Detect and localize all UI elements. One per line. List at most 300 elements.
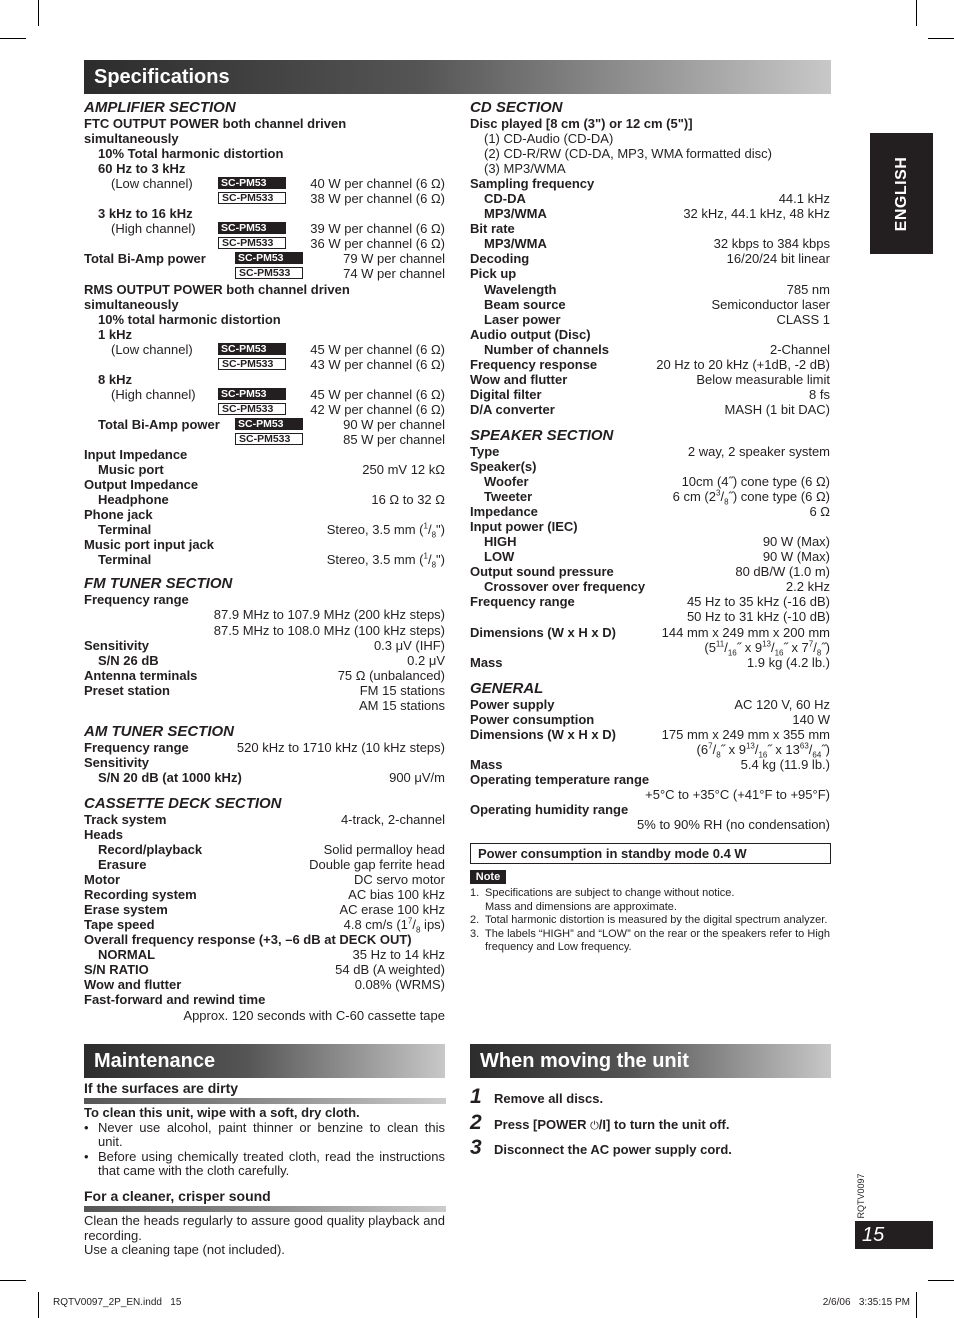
spec-value: 785 nm [786, 281, 830, 297]
spec-value: 6 cm $(2^3/_8˝)$ cone type (6 Ω) [672, 488, 830, 507]
fraction-denominator: 8 [816, 648, 822, 658]
spec-value: 4-track, 2-channel [340, 811, 445, 827]
spec-value: 520 kHz to 1710 kHz (10 kHz steps) [236, 739, 445, 755]
spec-value: AC erase 100 kHz [339, 902, 445, 918]
spec-row [470, 191, 830, 206]
fraction-numerator: 7 [407, 916, 413, 926]
maintenance-text [84, 1106, 445, 1179]
spec-value: 85 W per channel [343, 431, 445, 447]
fraction-numerator: 13 [762, 639, 771, 649]
fraction-numerator: 13 [745, 741, 755, 751]
specifications-banner [84, 60, 831, 94]
spec-label: (High channel) [111, 221, 196, 237]
spec-value: 39 W per channel (6 Ω) [310, 221, 445, 237]
spec-value: 4.8 cm/s ($1^7/_8$ ips) [343, 916, 445, 935]
spec-row [470, 327, 830, 342]
note-text: The labels “HIGH” and “LOW” on the rear or the speakers refer to High frequency and Low frequency. [485, 927, 830, 953]
note-label: Note [475, 871, 501, 883]
spec-row [84, 812, 445, 827]
bullet-item: • Never use alcohol, paint thinner or benzine to clean this unit. [84, 1121, 445, 1150]
spec-label: simultaneously [84, 131, 179, 147]
spec-value: 2-Channel [770, 341, 830, 357]
fraction-numerator: 1 [423, 521, 428, 531]
spec-row [84, 932, 445, 947]
spec-row [84, 623, 445, 638]
spec-label: FTC OUTPUT POWER both channel driven [84, 116, 347, 131]
spec-label: Record/playback [98, 842, 203, 858]
fm-section-title: FM TUNER SECTION [84, 575, 233, 593]
spec-row [84, 282, 445, 297]
spec-value: AM 15 stations [359, 697, 445, 713]
document-code: RQTV0097 [856, 1173, 866, 1219]
spec-value: +5°C to +35°C (+41°F to +95°F) [645, 786, 830, 802]
spec-row [84, 698, 445, 713]
spec-row [84, 266, 445, 281]
spec-row [470, 116, 830, 131]
spec-row [470, 609, 830, 624]
spec-label: LOW [484, 549, 515, 565]
spec-row [84, 447, 445, 462]
speaker-section-title: SPEAKER SECTION [470, 426, 614, 444]
spec-label: MP3/WMA [484, 206, 547, 222]
value-text: ˝) [821, 639, 830, 655]
spec-row [84, 251, 445, 266]
note-badge [470, 870, 506, 884]
spec-label: (1) CD-Audio (CD-DA) [484, 131, 614, 147]
spec-label: Tape speed [84, 917, 155, 933]
spec-value: DC servo motor [353, 872, 445, 888]
spec-label: 1 kHz [98, 326, 132, 342]
step-number: 3 [470, 1136, 482, 1159]
spec-label: S/N 20 dB (at 1000 kHz) [98, 769, 242, 785]
spec-row [470, 266, 830, 281]
spec-row [84, 872, 445, 887]
step-text: Disconnect the AC power supply cord. [494, 1142, 732, 1157]
spec-value: 10cm (4˝) cone type (6 Ω) [681, 474, 830, 490]
bullet-item: • Before using chemically treated cloth, read the instructions that came with the cloth carefully. [84, 1150, 445, 1179]
fraction-denominator: 8 [415, 925, 421, 935]
spec-row [84, 1008, 445, 1023]
spec-row [470, 727, 830, 742]
spec-label: Headphone [98, 492, 169, 508]
spec-value: FM 15 stations [359, 682, 445, 698]
spec-value: Approx. 120 seconds with C-60 cassette tape [183, 1007, 445, 1023]
spec-label: 10% total harmonic distortion [98, 311, 281, 327]
spec-label: Crossover over frequency [484, 579, 646, 595]
model-tag-sc-pm533: SC-PM533 [218, 237, 286, 249]
spec-label: (Low channel) [111, 341, 193, 357]
spec-row [84, 206, 445, 221]
spec-value: 0.08% (WRMS) [354, 977, 445, 993]
spec-row [84, 977, 445, 992]
spec-value: 20 Hz to 20 kHz (+1dB, -2 dB) [656, 356, 830, 372]
spec-label: Frequency range [84, 739, 189, 755]
spec-value: 45 W per channel (6 Ω) [310, 386, 445, 402]
spec-label: Beam source [484, 296, 566, 312]
spec-row [84, 161, 445, 176]
cleaner-sound-text [84, 1214, 445, 1258]
model-tag-sc-pm533: SC-PM533 [235, 433, 303, 445]
page-number: 15 [862, 1224, 885, 1246]
general-section-title: GENERAL [470, 679, 544, 697]
spec-row [84, 916, 445, 935]
spec-row [84, 327, 445, 342]
spec-row [84, 992, 445, 1007]
spec-value: 42 W per channel (6 Ω) [310, 401, 445, 417]
crop-mark [928, 1280, 954, 1281]
spec-label: 8 kHz [98, 371, 132, 387]
paragraph: Clean the heads regularly to assure good quality playback and recording. [84, 1213, 445, 1243]
spec-label: Frequency response [470, 356, 598, 372]
note-number: 3. [470, 927, 480, 940]
spec-row [84, 387, 445, 402]
spec-row [470, 594, 830, 609]
spec-row [84, 402, 445, 417]
spec-value: 90 W (Max) [762, 534, 830, 550]
spec-value: ($6^7/_8˝$ x $9^{13}/_{16}˝$ x $13^{63}/_{64}˝$) [696, 741, 830, 760]
crop-mark [916, 0, 917, 26]
spec-row [84, 827, 445, 842]
spec-value: MASH (1 bit DAC) [724, 401, 830, 417]
spec-row [470, 639, 830, 658]
value-text: Stereo, 3.5 mm ( [326, 522, 424, 538]
spec-row [84, 770, 445, 785]
spec-value: 140 W [792, 711, 830, 727]
spec-label: Recording system [84, 887, 197, 903]
spec-row [84, 432, 445, 447]
spec-label: Disc played [8 cm (3") or 12 cm (5")] [470, 116, 693, 131]
spec-row [470, 488, 830, 507]
spec-value: 74 W per channel [343, 266, 445, 282]
spec-label: Overall frequency response (+3, –6 dB at DECK OUT) [84, 932, 412, 948]
spec-row [84, 947, 445, 962]
spec-value: AC bias 100 kHz [348, 887, 445, 903]
note-text: Total harmonic distortion is measured by the digital spectrum analyzer. [485, 914, 828, 926]
spec-label: (Low channel) [111, 176, 193, 192]
page-number-box [855, 1221, 933, 1249]
spec-value: 43 W per channel (6 Ω) [310, 356, 445, 372]
spec-label: Bit rate [470, 221, 515, 237]
value-text: ˝ x 7 [783, 639, 809, 655]
power-icon: ⏻ [590, 1119, 599, 1132]
spec-label: Total Bi-Amp power [98, 416, 220, 432]
spec-row [84, 417, 445, 432]
spec-row [84, 537, 445, 552]
spec-row [84, 740, 445, 755]
spec-row [470, 131, 830, 146]
spec-value: 75 Ω (unbalanced) [337, 667, 445, 683]
spec-row [84, 638, 445, 653]
note-text: Mass and dimensions are approximate. [485, 900, 677, 913]
spec-value: 36 W per channel (6 Ω) [310, 236, 445, 252]
value-text: ˝) [821, 741, 830, 757]
spec-row [470, 741, 830, 760]
spec-label: Music port [98, 462, 164, 478]
spec-label: (High channel) [111, 386, 196, 402]
spec-label: Heads [84, 826, 124, 842]
english-tab [870, 133, 933, 254]
spec-row [84, 221, 445, 236]
am-section-title: AM TUNER SECTION [84, 722, 234, 740]
spec-label: Wow and flutter [470, 371, 568, 387]
spec-row [84, 552, 445, 570]
spec-row [470, 787, 830, 802]
spec-row [470, 772, 830, 787]
standby-power-text: Power consumption in standby mode 0.4 W [478, 846, 747, 861]
spec-value: CLASS 1 [776, 311, 830, 327]
spec-label: (3) MP3/WMA [484, 161, 566, 177]
spec-label: Sensitivity [84, 637, 150, 653]
fraction-numerator: 1 [423, 552, 428, 562]
value-text: ˝ x 9 [720, 741, 746, 757]
step-2 [470, 1111, 830, 1137]
model-tag-sc-pm533: SC-PM533 [218, 192, 286, 204]
spec-label: NORMAL [98, 947, 156, 963]
spec-label: Pick up [470, 266, 517, 282]
value-text: ˝) cone type (6 Ω) [728, 489, 830, 505]
value-text: ") [436, 552, 445, 568]
notes-list [470, 887, 830, 955]
spec-label: Input power (IEC) [470, 519, 578, 535]
value-text: ˝ x 9 [736, 639, 763, 655]
spec-row [84, 191, 445, 206]
spec-value: 32 kbps to 384 kbps [713, 236, 830, 252]
step-text: Remove all discs. [494, 1091, 604, 1106]
fraction-denominator: 8 [431, 560, 437, 570]
value-text: Stereo, 3.5 mm ( [326, 552, 424, 568]
spec-label: Operating temperature range [470, 771, 650, 787]
spec-row [84, 176, 445, 191]
spec-label: Erase system [84, 902, 168, 918]
crop-mark [38, 1292, 39, 1318]
spec-label: Wow and flutter [84, 977, 182, 993]
maintenance-title: Maintenance [94, 1050, 216, 1072]
spec-row [470, 146, 830, 161]
maintenance-banner [84, 1044, 445, 1078]
spec-label: Fast-forward and rewind time [84, 992, 266, 1008]
fraction-denominator: 16 [727, 648, 737, 658]
spec-label: 60 Hz to 3 kHz [98, 161, 186, 177]
note-item [470, 928, 830, 955]
spec-value: 144 mm x 249 mm x 200 mm [661, 624, 830, 640]
spec-label: Audio output (Disc) [470, 326, 591, 342]
spec-row [84, 887, 445, 902]
value-text: (6 [696, 741, 709, 757]
spec-value: 1.9 kg (4.2 lb.) [746, 654, 830, 670]
model-tag-sc-pm533: SC-PM533 [235, 267, 303, 279]
spec-row [470, 579, 830, 594]
spec-label: Preset station [84, 682, 170, 698]
spec-value: 38 W per channel (6 Ω) [310, 191, 445, 207]
spec-row [470, 176, 830, 191]
spec-value: 16 Ω to 32 Ω [371, 492, 445, 508]
spec-label: Terminal [98, 552, 152, 568]
spec-label: S/N RATIO [84, 962, 149, 978]
spec-row [84, 521, 445, 540]
spec-row [470, 387, 830, 402]
value-text: ˝ x 13 [767, 741, 800, 757]
spec-row [84, 857, 445, 872]
cassette-section-title: CASSETTE DECK SECTION [84, 794, 282, 812]
spec-row [84, 462, 445, 477]
spec-row [84, 146, 445, 161]
spec-label: Type [470, 443, 500, 459]
spec-label: Dimensions (W x H x D) [470, 624, 616, 640]
fraction-denominator: 64 [812, 750, 822, 760]
spec-row [470, 802, 830, 817]
spec-value: Double gap ferrite head [309, 857, 445, 873]
spec-row [470, 549, 830, 564]
spec-row [84, 653, 445, 668]
spec-row [84, 342, 445, 357]
spec-value: 90 W (Max) [762, 549, 830, 565]
spec-label: Woofer [484, 474, 529, 490]
spec-row [84, 116, 445, 131]
step-text [494, 1117, 729, 1133]
spec-value: 40 W per channel (6 Ω) [310, 176, 445, 192]
fraction-numerator: 3 [715, 488, 721, 498]
spec-label: Operating humidity range [470, 801, 629, 817]
value-text: (5 [704, 639, 716, 655]
spec-row [84, 683, 445, 698]
spec-value: 6 Ω [809, 504, 830, 520]
spec-row [84, 592, 445, 607]
footer-file: RQTV0097_2P_EN.indd 15 [53, 1297, 182, 1308]
crop-mark [0, 1280, 26, 1281]
spec-row [470, 161, 830, 176]
spec-label: Power consumption [470, 711, 595, 727]
spec-value: 80 dB/W (1.0 m) [735, 564, 830, 580]
value-text: 4.8 cm/s (1 [343, 917, 408, 933]
fraction-denominator: 8 [431, 530, 437, 540]
spec-row [470, 282, 830, 297]
value-text: 6 cm (2 [672, 489, 716, 505]
spec-label: Motor [84, 872, 121, 888]
spec-row [470, 221, 830, 236]
paragraph: Use a cleaning tape (not included). [84, 1242, 285, 1257]
crop-mark [0, 38, 26, 39]
document-code-vertical [855, 1171, 867, 1221]
model-tag-sc-pm533: SC-PM533 [218, 358, 286, 370]
spec-label: Laser power [484, 311, 561, 327]
spec-value: 5% to 90% RH (no condensation) [637, 817, 830, 833]
spec-value: Stereo, 3.5 mm $(^1/_8")$ [326, 521, 445, 540]
spec-label: Track system [84, 811, 167, 827]
spec-value: 87.9 MHz to 107.9 MHz (200 kHz steps) [213, 607, 445, 623]
spec-row [470, 625, 830, 640]
spec-label: Input Impedance [84, 447, 188, 463]
spec-row [84, 668, 445, 683]
spec-label: 10% Total harmonic distortion [98, 146, 284, 162]
note-number: 2. [470, 914, 480, 926]
spec-row [470, 444, 830, 459]
model-tag-sc-pm53: SC-PM53 [218, 222, 286, 234]
spec-value: 54 dB (A weighted) [335, 962, 445, 978]
spec-label: Speaker(s) [470, 458, 537, 474]
fraction-denominator: 16 [758, 750, 768, 760]
spec-value: 16/20/24 bit linear [726, 251, 830, 267]
spec-value: 250 mV 12 kΩ [362, 462, 445, 478]
spec-value: 35 Hz to 14 kHz [352, 947, 445, 963]
spec-label: Output sound pressure [470, 564, 614, 580]
step-1 [470, 1085, 830, 1111]
spec-value: 79 W per channel [343, 251, 445, 267]
spec-row [470, 236, 830, 251]
spec-row [470, 504, 830, 519]
step-3 [470, 1136, 830, 1162]
spec-row [84, 236, 445, 251]
spec-label: HIGH [484, 534, 517, 550]
spec-label: Sampling frequency [470, 176, 595, 192]
spec-value: 45 Hz to 35 kHz (-16 dB) [686, 594, 830, 610]
spec-value: 175 mm x 249 mm x 355 mm [661, 726, 830, 742]
spec-value: Semiconductor laser [711, 296, 830, 312]
fraction-numerator: 11 [715, 639, 725, 649]
spec-row [470, 459, 830, 474]
footer-date: 2/6/06 3:35:15 PM [822, 1297, 910, 1308]
spec-row [84, 962, 445, 977]
spec-label: Power supply [470, 696, 555, 712]
spec-label: Music port input jack [84, 537, 215, 553]
value-text: ") [436, 522, 445, 538]
spec-label: Wavelength [484, 281, 557, 297]
spec-row [470, 757, 830, 772]
spec-row [470, 712, 830, 727]
standby-power-box [470, 843, 831, 864]
fraction-denominator: 8 [724, 497, 729, 507]
note-item [470, 914, 830, 928]
spec-label: 3 kHz to 16 kHz [98, 206, 193, 222]
spec-label: Antenna terminals [84, 667, 198, 683]
spec-row [84, 507, 445, 522]
crop-mark [928, 38, 954, 39]
note-text: Specifications are subject to change without notice. [485, 887, 735, 899]
spec-label: Erasure [98, 857, 147, 873]
note-item [470, 887, 830, 914]
surfaces-dirty-heading: If the surfaces are dirty [84, 1080, 239, 1096]
right-spec-column [470, 94, 830, 832]
model-tag-sc-pm53: SC-PM53 [218, 343, 286, 355]
spec-label: RMS OUTPUT POWER both channel driven [84, 281, 350, 297]
fraction-denominator: 8 [716, 750, 721, 760]
spec-value: Stereo, 3.5 mm $(^1/_8")$ [326, 552, 445, 570]
spec-label: CD-DA [484, 191, 526, 207]
spec-label: Total Bi-Amp power [84, 251, 206, 267]
spec-label: Frequency range [470, 594, 575, 610]
spec-row [470, 297, 830, 312]
spec-value: 50 Hz to 31 kHz (-10 dB) [686, 609, 830, 625]
spec-label: Frequency range [84, 592, 189, 608]
spec-row [84, 312, 445, 327]
spec-value: AC 120 V, 60 Hz [734, 696, 830, 712]
spec-label: simultaneously [84, 296, 179, 312]
spec-value: 900 μV/m [389, 769, 445, 785]
spec-row [470, 697, 830, 712]
spec-row [470, 534, 830, 549]
spec-label: Dimensions (W x H x D) [470, 726, 616, 742]
spec-label: D/A converter [470, 401, 555, 417]
spec-row [470, 372, 830, 387]
fraction-numerator: 7 [708, 741, 713, 751]
spec-label: Number of channels [484, 341, 609, 357]
specifications-title: Specifications [94, 66, 230, 88]
spec-value: 2.2 kHz [785, 579, 830, 595]
moving-title: When moving the unit [480, 1050, 689, 1072]
note-number: 1. [470, 887, 480, 899]
spec-row [84, 842, 445, 857]
spec-row [84, 755, 445, 770]
spec-value: 90 W per channel [343, 416, 445, 432]
